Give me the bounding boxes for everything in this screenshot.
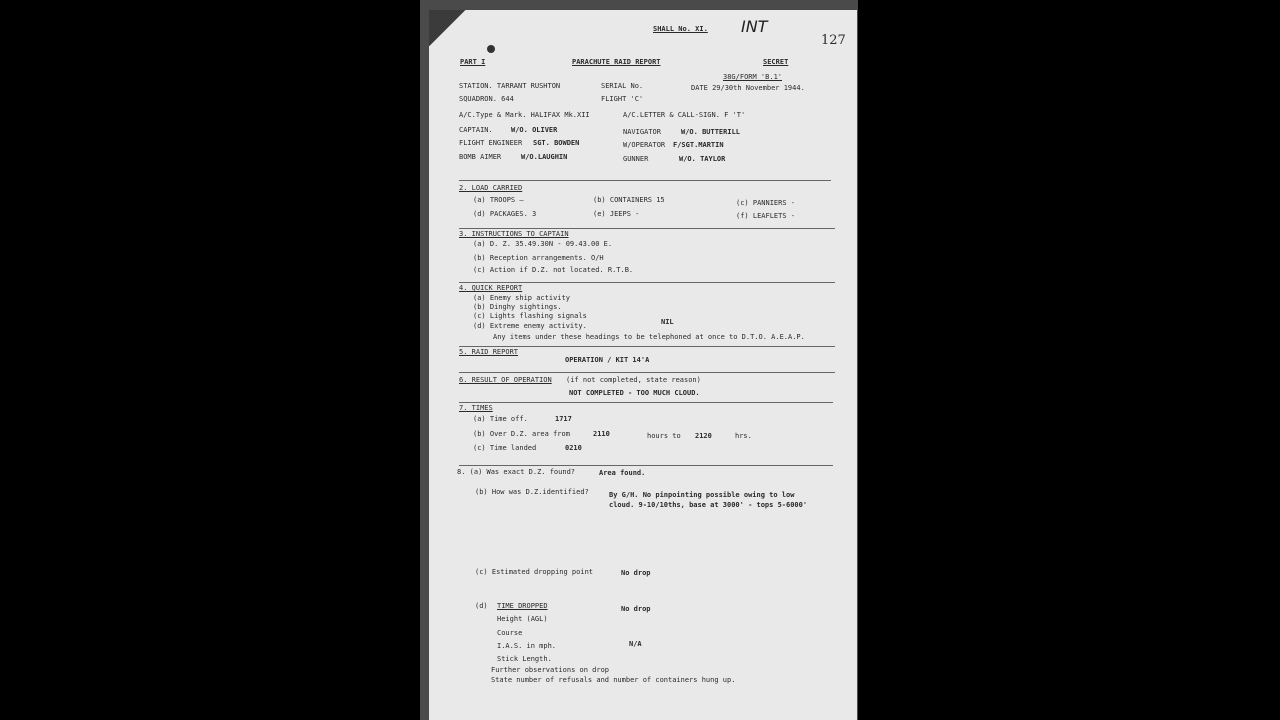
dz-identified-answer-1: By G/H. No pinpointing possible owing to low (609, 491, 795, 499)
punch-hole (487, 45, 495, 53)
time-dropped-answer: No drop (621, 605, 651, 613)
quick-ship: (a) Enemy ship activity (473, 294, 570, 302)
load-jeeps: (e) JEEPS - (593, 210, 640, 218)
course-label: Course (497, 629, 523, 637)
gunner-value: W/O. TAYLOR (679, 155, 726, 163)
divider (459, 402, 833, 403)
time-landed-label: (c) Time landed (473, 444, 537, 452)
time-dropped-index: (d) (475, 602, 488, 610)
result-heading: 6. RESULT OF OPERATION (459, 376, 552, 384)
over-dz-mid: hours to (647, 432, 681, 440)
over-dz-label: (b) Over D.Z. area from (473, 430, 570, 438)
quick-dinghy: (b) Dinghy sightings. (473, 303, 562, 311)
result-value: NOT COMPLETED - TOO MUCH CLOUD. (569, 389, 700, 397)
date: DATE 29/30th November 1944. (691, 84, 805, 92)
divider (459, 372, 835, 373)
time-off-value: 1717 (555, 415, 572, 423)
time-off-label: (a) Time off. (473, 415, 528, 423)
load-packages: (d) PACKAGES. 3 (473, 210, 537, 218)
instructions-reception: (b) Reception arrangements. O/H (473, 254, 604, 262)
divider (459, 180, 831, 181)
quick-note: Any items under these headings to be telephoned at once to D.T.O. A.E.A.P. (493, 333, 805, 341)
report-title: PARACHUTE RAID REPORT (572, 58, 661, 66)
na-value: N/A (629, 640, 642, 648)
divider (459, 282, 835, 283)
refusals-label: State number of refusals and number of containers hung up. (491, 676, 736, 684)
dz-found-answer: Area found. (599, 469, 646, 477)
captain-label: CAPTAIN. (459, 126, 493, 134)
raid-value: OPERATION / KIT 14'A (565, 356, 650, 364)
dropping-point-question: (c) Estimated dropping point (475, 568, 594, 576)
dz-found-question: 8. (a) Was exact D.Z. found? (457, 468, 576, 476)
gunner-label: GUNNER (623, 155, 649, 163)
flight: FLIGHT 'C' (601, 95, 644, 103)
raid-report-page (429, 10, 857, 720)
part-label: PART I (460, 58, 486, 66)
dz-identified-question: (b) How was D.Z.identified? (475, 488, 589, 496)
over-dz-from: 2110 (593, 430, 610, 438)
int-mark: INT (741, 17, 768, 36)
aircraft-type: A/C.Type & Mark. HALIFAX Mk.XII (459, 111, 590, 119)
height-label: Height (AGL) (497, 615, 548, 623)
over-dz-end: hrs. (735, 432, 752, 440)
instructions-action: (c) Action if D.Z. not located. R.T.B. (473, 266, 634, 274)
bomb-aimer-value: W/O.LAUGHIN (521, 153, 568, 161)
divider (459, 465, 833, 466)
form-number: 38G/FORM 'B.1' (723, 73, 783, 81)
instructions-dz: (a) D. Z. 35.49.30N - 09.43.00 E. (473, 240, 613, 248)
quick-lights: (c) Lights flashing signals (473, 312, 587, 320)
raid-heading: 5. RAID REPORT (459, 348, 519, 356)
document-scan-frame (420, 0, 858, 720)
operator-value: F/SGT.MARTIN (673, 141, 724, 149)
load-leaflets: (f) LEAFLETS - (736, 212, 796, 220)
dropping-point-answer: No drop (621, 569, 651, 577)
engineer-label: FLIGHT ENGINEER (459, 139, 523, 147)
station: STATION. TARRANT RUSHTON (459, 82, 561, 90)
divider (459, 228, 835, 229)
classification: SECRET (763, 58, 789, 66)
torn-corner (429, 10, 473, 46)
times-heading: 7. TIMES (459, 404, 493, 412)
serial: SERIAL No. (601, 82, 644, 90)
load-troops: (a) TROOPS — (473, 196, 524, 204)
stick-length-label: Stick Length. (497, 655, 552, 663)
time-dropped-heading: TIME DROPPED (497, 602, 548, 610)
bomb-aimer-label: BOMB AIMER (459, 153, 502, 161)
operator-label: W/OPERATOR (623, 141, 666, 149)
engineer-value: SGT. BOWDEN (533, 139, 580, 147)
divider (459, 346, 835, 347)
result-note: (if not completed, state reason) (566, 376, 701, 384)
instructions-heading: 3. INSTRUCTIONS TO CAPTAIN (459, 230, 569, 238)
aircraft-letter: A/C.LETTER & CALL-SIGN. F 'T' (623, 111, 746, 119)
load-heading: 2. LOAD CARRIED (459, 184, 523, 192)
quick-value: NIL (661, 318, 674, 326)
page-number: 127 (821, 33, 846, 48)
crumb: SHALL No. XI. (653, 25, 708, 33)
squadron: SQUADRON. 644 (459, 95, 514, 103)
dz-identified-answer-2: cloud. 9-10/10ths, base at 3000' - tops 5-6000' (609, 501, 808, 509)
time-landed-value: 0210 (565, 444, 582, 452)
quick-enemy: (d) Extreme enemy activity. (473, 322, 587, 330)
further-observations-label: Further observations on drop (491, 666, 610, 674)
load-panniers: (c) PANNIERS - (736, 199, 796, 207)
navigator-value: W/O. BUTTERILL (681, 128, 741, 136)
captain-value: W/O. OLIVER (511, 126, 558, 134)
navigator-label: NAVIGATOR (623, 128, 661, 136)
ias-label: I.A.S. in mph. (497, 642, 557, 650)
load-containers: (b) CONTAINERS 15 (593, 196, 665, 204)
quick-heading: 4. QUICK REPORT (459, 284, 523, 292)
over-dz-to: 2120 (695, 432, 712, 440)
